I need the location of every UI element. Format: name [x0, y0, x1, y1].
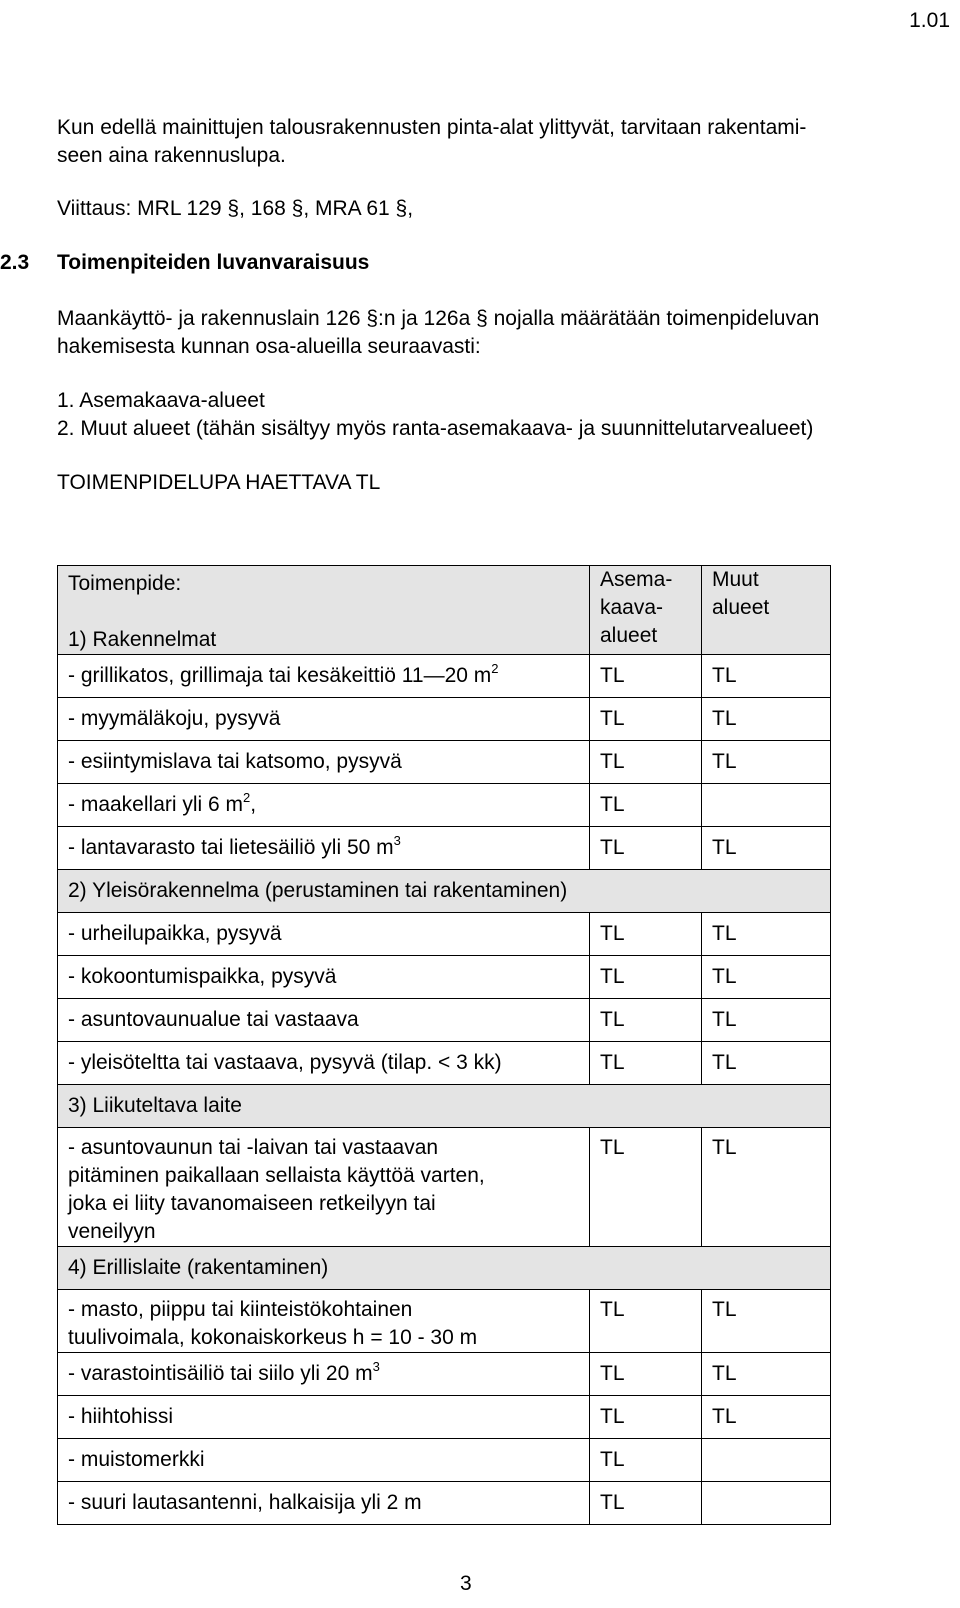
value-other-areas: TL [702, 913, 831, 956]
table-row [58, 698, 831, 741]
value-detailed-plan: TL [590, 956, 702, 999]
row-label [58, 1128, 590, 1247]
value-other-areas: TL [702, 1042, 831, 1085]
group-heading-4: 4) Erillislaite (rakentaminen) [58, 1247, 831, 1290]
row-label: - muistomerkki [58, 1439, 590, 1482]
row-text: - maakellari yli 6 m [68, 793, 244, 816]
value-other-areas: TL [702, 1353, 831, 1396]
table-row [58, 1353, 831, 1396]
section-paragraph-line-1: Maankäyttö- ja rakennuslain 126 §:n ja 126a § nojalla määrätään toimenpideluvan [57, 307, 820, 330]
row-label: - hiihtohissi [58, 1396, 590, 1439]
value-detailed-plan: TL [590, 1353, 702, 1396]
intro-line-1: Kun edellä mainittujen talousrakennusten pinta-alat ylittyvät, tarvitaan rakentami- [57, 116, 807, 139]
permit-table [57, 565, 831, 1525]
row-text: - lantavarasto tai lietesäiliö yli 50 m [68, 836, 394, 859]
table-row [58, 784, 831, 827]
row-text-line: joka ei liity tavanomaiseen retkeilyyn tai [68, 1192, 436, 1215]
row-text: - varastointisäiliö tai siilo yli 20 m [68, 1362, 373, 1385]
row-label [58, 1290, 590, 1353]
table-header-row [58, 566, 831, 655]
row-text-line: tuulivoimala, kokonaiskorkeus h = 10 - 30 m [68, 1326, 478, 1349]
header-col3-line2: alueet [712, 596, 770, 619]
row-label [58, 784, 590, 827]
table-row [58, 1396, 831, 1439]
header-col2-line1: Asema- [600, 568, 673, 591]
table-row [58, 655, 831, 698]
value-other-areas: TL [702, 956, 831, 999]
header-detailed-plan-cell [590, 566, 702, 655]
superscript: 2 [491, 661, 499, 676]
row-text-line: - masto, piippu tai kiinteistökohtainen [68, 1298, 413, 1321]
permit-notice: TOIMENPIDELUPA HAETTAVA TL [57, 471, 381, 494]
row-label [58, 827, 590, 870]
value-detailed-plan: TL [590, 1482, 702, 1525]
row-label: - suuri lautasantenni, halkaisija yli 2 m [58, 1482, 590, 1525]
section-title: Toimenpiteiden luvanvaraisuus [57, 251, 370, 274]
group-row [58, 1247, 831, 1290]
value-other-areas [702, 784, 831, 827]
value-detailed-plan: TL [590, 741, 702, 784]
table-row [58, 1290, 831, 1353]
group-heading-2: 2) Yleisörakennelma (perustaminen tai rakentaminen) [58, 870, 831, 913]
value-other-areas: TL [702, 655, 831, 698]
value-detailed-plan: TL [590, 1290, 702, 1353]
value-detailed-plan: TL [590, 784, 702, 827]
group-heading-3: 3) Liikuteltava laite [58, 1085, 831, 1128]
superscript: 3 [372, 1359, 380, 1374]
value-detailed-plan: TL [590, 913, 702, 956]
row-suffix: , [250, 793, 257, 816]
table-row [58, 741, 831, 784]
header-col3-line1: Muut [712, 568, 759, 591]
area-list-item-1: 1. Asemakaava-alueet [57, 389, 265, 412]
table-row [58, 956, 831, 999]
header-group-1: 1) Rakennelmat [68, 628, 217, 651]
table-row [58, 913, 831, 956]
table-row [58, 1042, 831, 1085]
page-number: 3 [460, 1572, 472, 1595]
value-other-areas: TL [702, 827, 831, 870]
group-row [58, 1085, 831, 1128]
row-text: - grillikatos, grillimaja tai kesäkeittiö 11—20 m [68, 664, 492, 687]
row-label: - myymäläkoju, pysyvä [58, 698, 590, 741]
table-row [58, 1439, 831, 1482]
row-label: - kokoontumispaikka, pysyvä [58, 956, 590, 999]
value-other-areas [702, 1482, 831, 1525]
value-other-areas: TL [702, 1396, 831, 1439]
value-other-areas: TL [702, 741, 831, 784]
row-text-line: veneilyyn [68, 1220, 156, 1243]
value-detailed-plan: TL [590, 827, 702, 870]
header-measure-title: Toimenpide: [68, 572, 182, 595]
value-detailed-plan: TL [590, 655, 702, 698]
row-label [58, 1353, 590, 1396]
row-text-line: - asuntovaunun tai -laivan tai vastaavan [68, 1136, 439, 1159]
page-marker: 1.01 [909, 9, 950, 32]
table-row [58, 827, 831, 870]
row-label [58, 655, 590, 698]
reference-line: Viittaus: MRL 129 §, 168 §, MRA 61 §, [57, 197, 414, 220]
superscript: 2 [243, 790, 251, 805]
row-label: - asuntovaunualue tai vastaava [58, 999, 590, 1042]
value-other-areas: TL [702, 999, 831, 1042]
row-label: - urheilupaikka, pysyvä [58, 913, 590, 956]
value-other-areas [702, 1439, 831, 1482]
value-detailed-plan: TL [590, 698, 702, 741]
table-row [58, 999, 831, 1042]
header-col2-line3: alueet [600, 624, 658, 647]
table-row [58, 1482, 831, 1525]
intro-line-2: seen aina rakennuslupa. [57, 144, 286, 167]
row-label: - yleisöteltta tai vastaava, pysyvä (tilap. < 3 kk) [58, 1042, 590, 1085]
value-detailed-plan: TL [590, 1128, 702, 1247]
value-detailed-plan: TL [590, 1439, 702, 1482]
value-detailed-plan: TL [590, 1396, 702, 1439]
value-other-areas: TL [702, 1290, 831, 1353]
superscript: 3 [393, 833, 401, 848]
value-other-areas: TL [702, 1128, 831, 1247]
header-measure-cell [58, 566, 590, 655]
row-text-line: pitäminen paikallaan sellaista käyttöä varten, [68, 1164, 485, 1187]
table-row [58, 1128, 831, 1247]
header-other-areas-cell [702, 566, 831, 655]
group-row [58, 870, 831, 913]
value-detailed-plan: TL [590, 999, 702, 1042]
header-col2-line2: kaava- [600, 596, 664, 619]
row-label: - esiintymislava tai katsomo, pysyvä [58, 741, 590, 784]
area-list-item-2: 2. Muut alueet (tähän sisältyy myös ranta-asemakaava- ja suunnittelutarvealueet) [57, 417, 814, 440]
value-detailed-plan: TL [590, 1042, 702, 1085]
section-number: 2.3 [0, 251, 30, 274]
value-other-areas: TL [702, 698, 831, 741]
section-paragraph-line-2: hakemisesta kunnan osa-alueilla seuraavasti: [57, 335, 481, 358]
